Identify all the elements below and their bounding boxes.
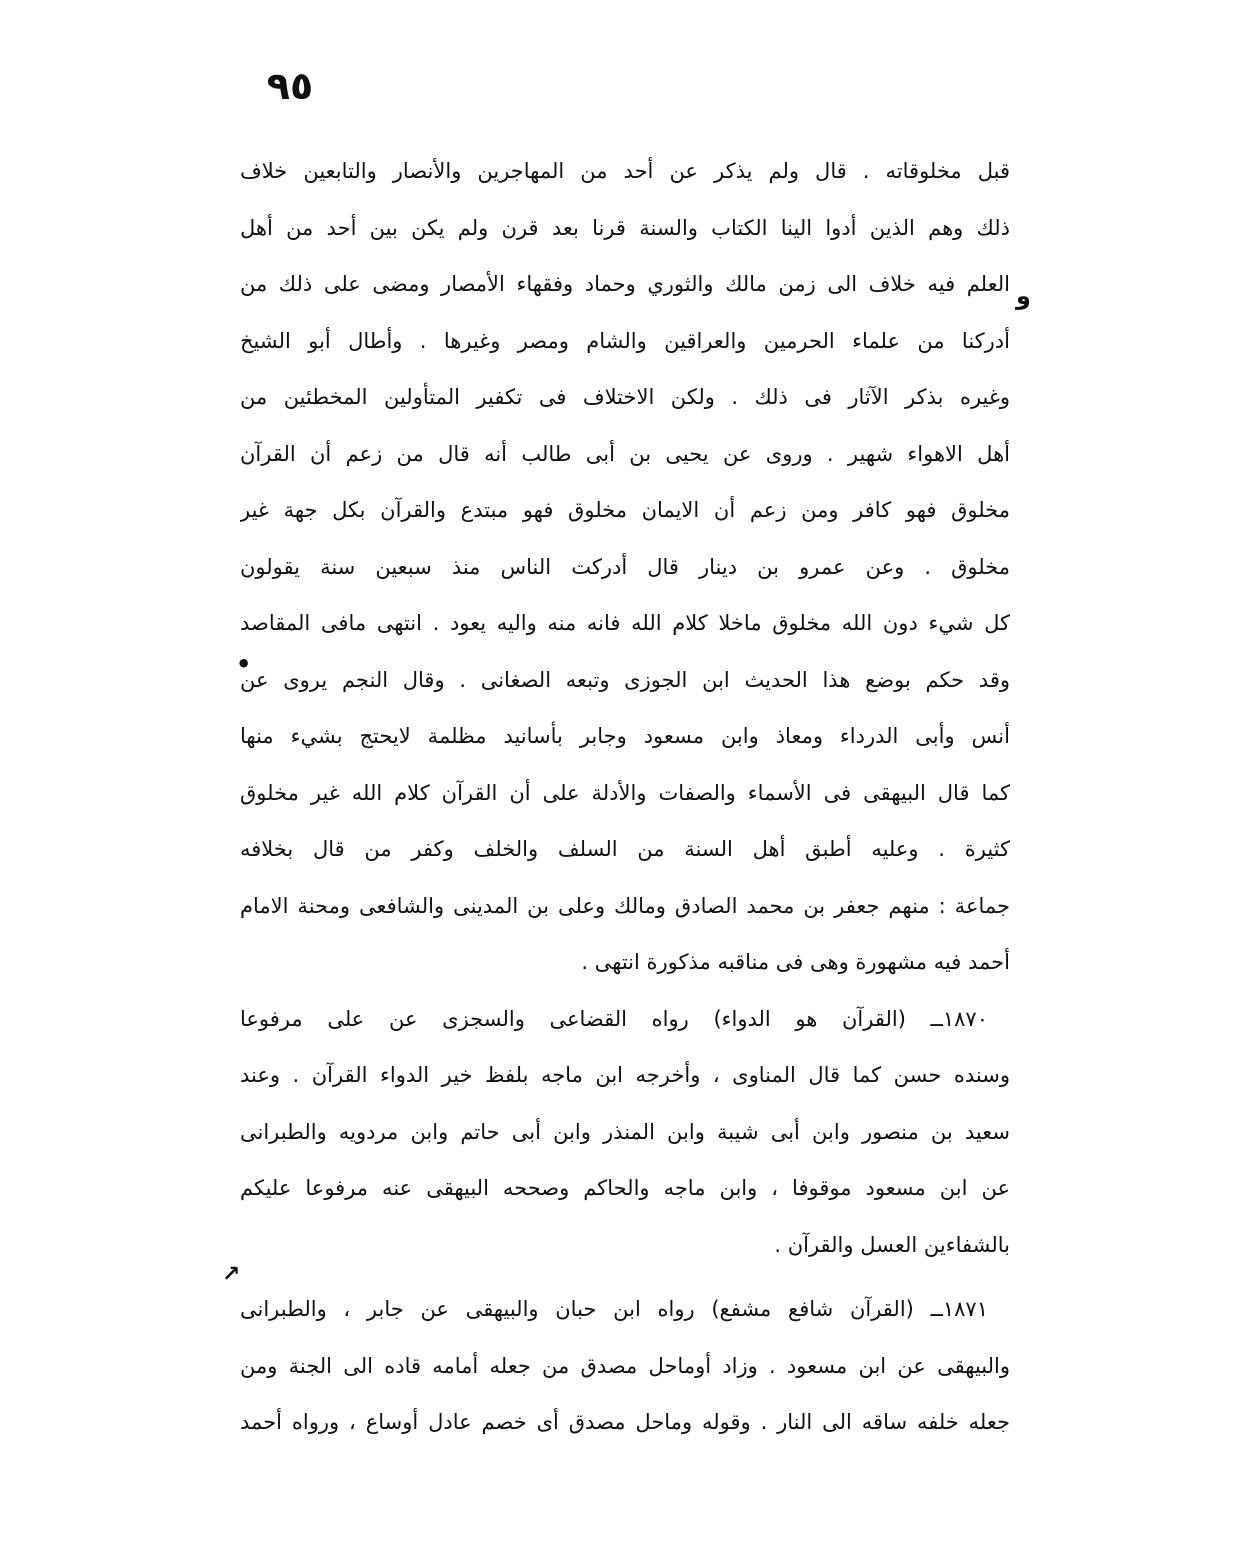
text-line: أحمد فيه مشهورة وهى فى مناقبه مذكورة انتهى .: [581, 950, 1010, 974]
entry-1871-start: ١٨٧١ــ (القرآن شافع مشفع) رواه ابن حبان والبيهقى عن جابر ، والطبرانى: [240, 1297, 988, 1321]
margin-mark: و: [1016, 282, 1031, 310]
text-line: جعله خلفه ساقه الى النار . وقوله وماحل مصدق أى خصم عادل أوساع ، ورواه أحمد: [240, 1410, 1010, 1434]
text-line: عن ابن مسعود موقوفا ، وابن ماجه والحاكم وصححه البيهقى عنه مرفوعا عليكم: [240, 1176, 1010, 1200]
margin-mark: •: [236, 650, 252, 678]
text-line: أنس وأبى الدرداء ومعاذ وابن مسعود وجابر بأسانيد مظلمة لايحتج بشيء منها: [240, 724, 1010, 748]
text-line: مخلوق فهو كافر ومن زعم أن الايمان مخلوق فهو مبتدع والقرآن بكل جهة غير: [240, 498, 1010, 522]
text-line: كثيرة . وعليه أطبق أهل السنة من السلف والخلف وكفر من قال بخلافه: [240, 837, 1010, 861]
text-line: وقد حكم بوضع هذا الحديث ابن الجوزى وتبعه الصغانى . وقال النجم يروى عن: [240, 667, 1010, 692]
text-line: أدركنا من علماء الحرمين والعراقين والشام ومصر وغيرها . وأطال أبو الشيخ: [240, 328, 1010, 353]
page-number: ٩٥: [266, 64, 314, 108]
text-line: والبيهقى عن ابن مسعود . وزاد أوماحل مصدق من جعله أمامه قاده الى الجنة ومن: [240, 1353, 1010, 1378]
text-line: أهل الاهواء شهير . وروى عن يحيى بن أبى طالب أنه قال من زعم أن القرآن: [240, 441, 1010, 466]
text-line: مخلوق . وعن عمرو بن دينار قال أدركت الناس منذ سبعين سنة يقولون: [240, 554, 1010, 579]
text-line: جماعة : منهم جعفر بن محمد الصادق ومالك وعلى بن المدينى والشافعى ومحنة الامام: [240, 893, 1010, 918]
body-text: [240, 143, 1010, 1451]
text-line: وغيره بذكر الآثار فى ذلك . ولكن الاختلاف فى تكفير المتأولين المخطئين من: [240, 385, 1010, 409]
text-line: كما قال البيهقى فى الأسماء والصفات والأدلة على أن القرآن كلام الله غير مخلوق: [240, 780, 1010, 805]
text-line: سعيد بن منصور وابن أبى شيبة وابن المنذر وابن أبى حاتم وابن مردويه والطبرانى: [240, 1119, 1010, 1144]
text-line: كل شيء دون الله مخلوق ماخلا كلام الله فانه منه واليه يعود . انتهى مافى المقاصد: [240, 611, 1010, 635]
text-line: وسنده حسن كما قال المناوى ، وأخرجه ابن ماجه بلفظ خير الدواء القرآن . وعند: [240, 1063, 1010, 1087]
text-line: العلم فيه خلاف الى زمن مالك والثوري وحماد وفقهاء الأمصار ومضى على ذلك من: [240, 272, 1010, 296]
text-line: بالشفاءين العسل والقرآن .: [774, 1232, 1010, 1257]
margin-mark: ↗: [222, 1262, 241, 1287]
text-line: ذلك وهم الذين أدوا الينا الكتاب والسنة قرنا بعد قرن ولم يكن بين أحد من أهل: [240, 215, 1010, 240]
entry-1870-start: ١٨٧٠ــ (القرآن هو الدواء) رواه القضاعى والسجزى عن على مرفوعا: [240, 1006, 988, 1031]
text-line: قبل مخلوقاته . قال ولم يذكر عن أحد من المهاجرين والأنصار والتابعين خلاف: [240, 159, 1010, 183]
